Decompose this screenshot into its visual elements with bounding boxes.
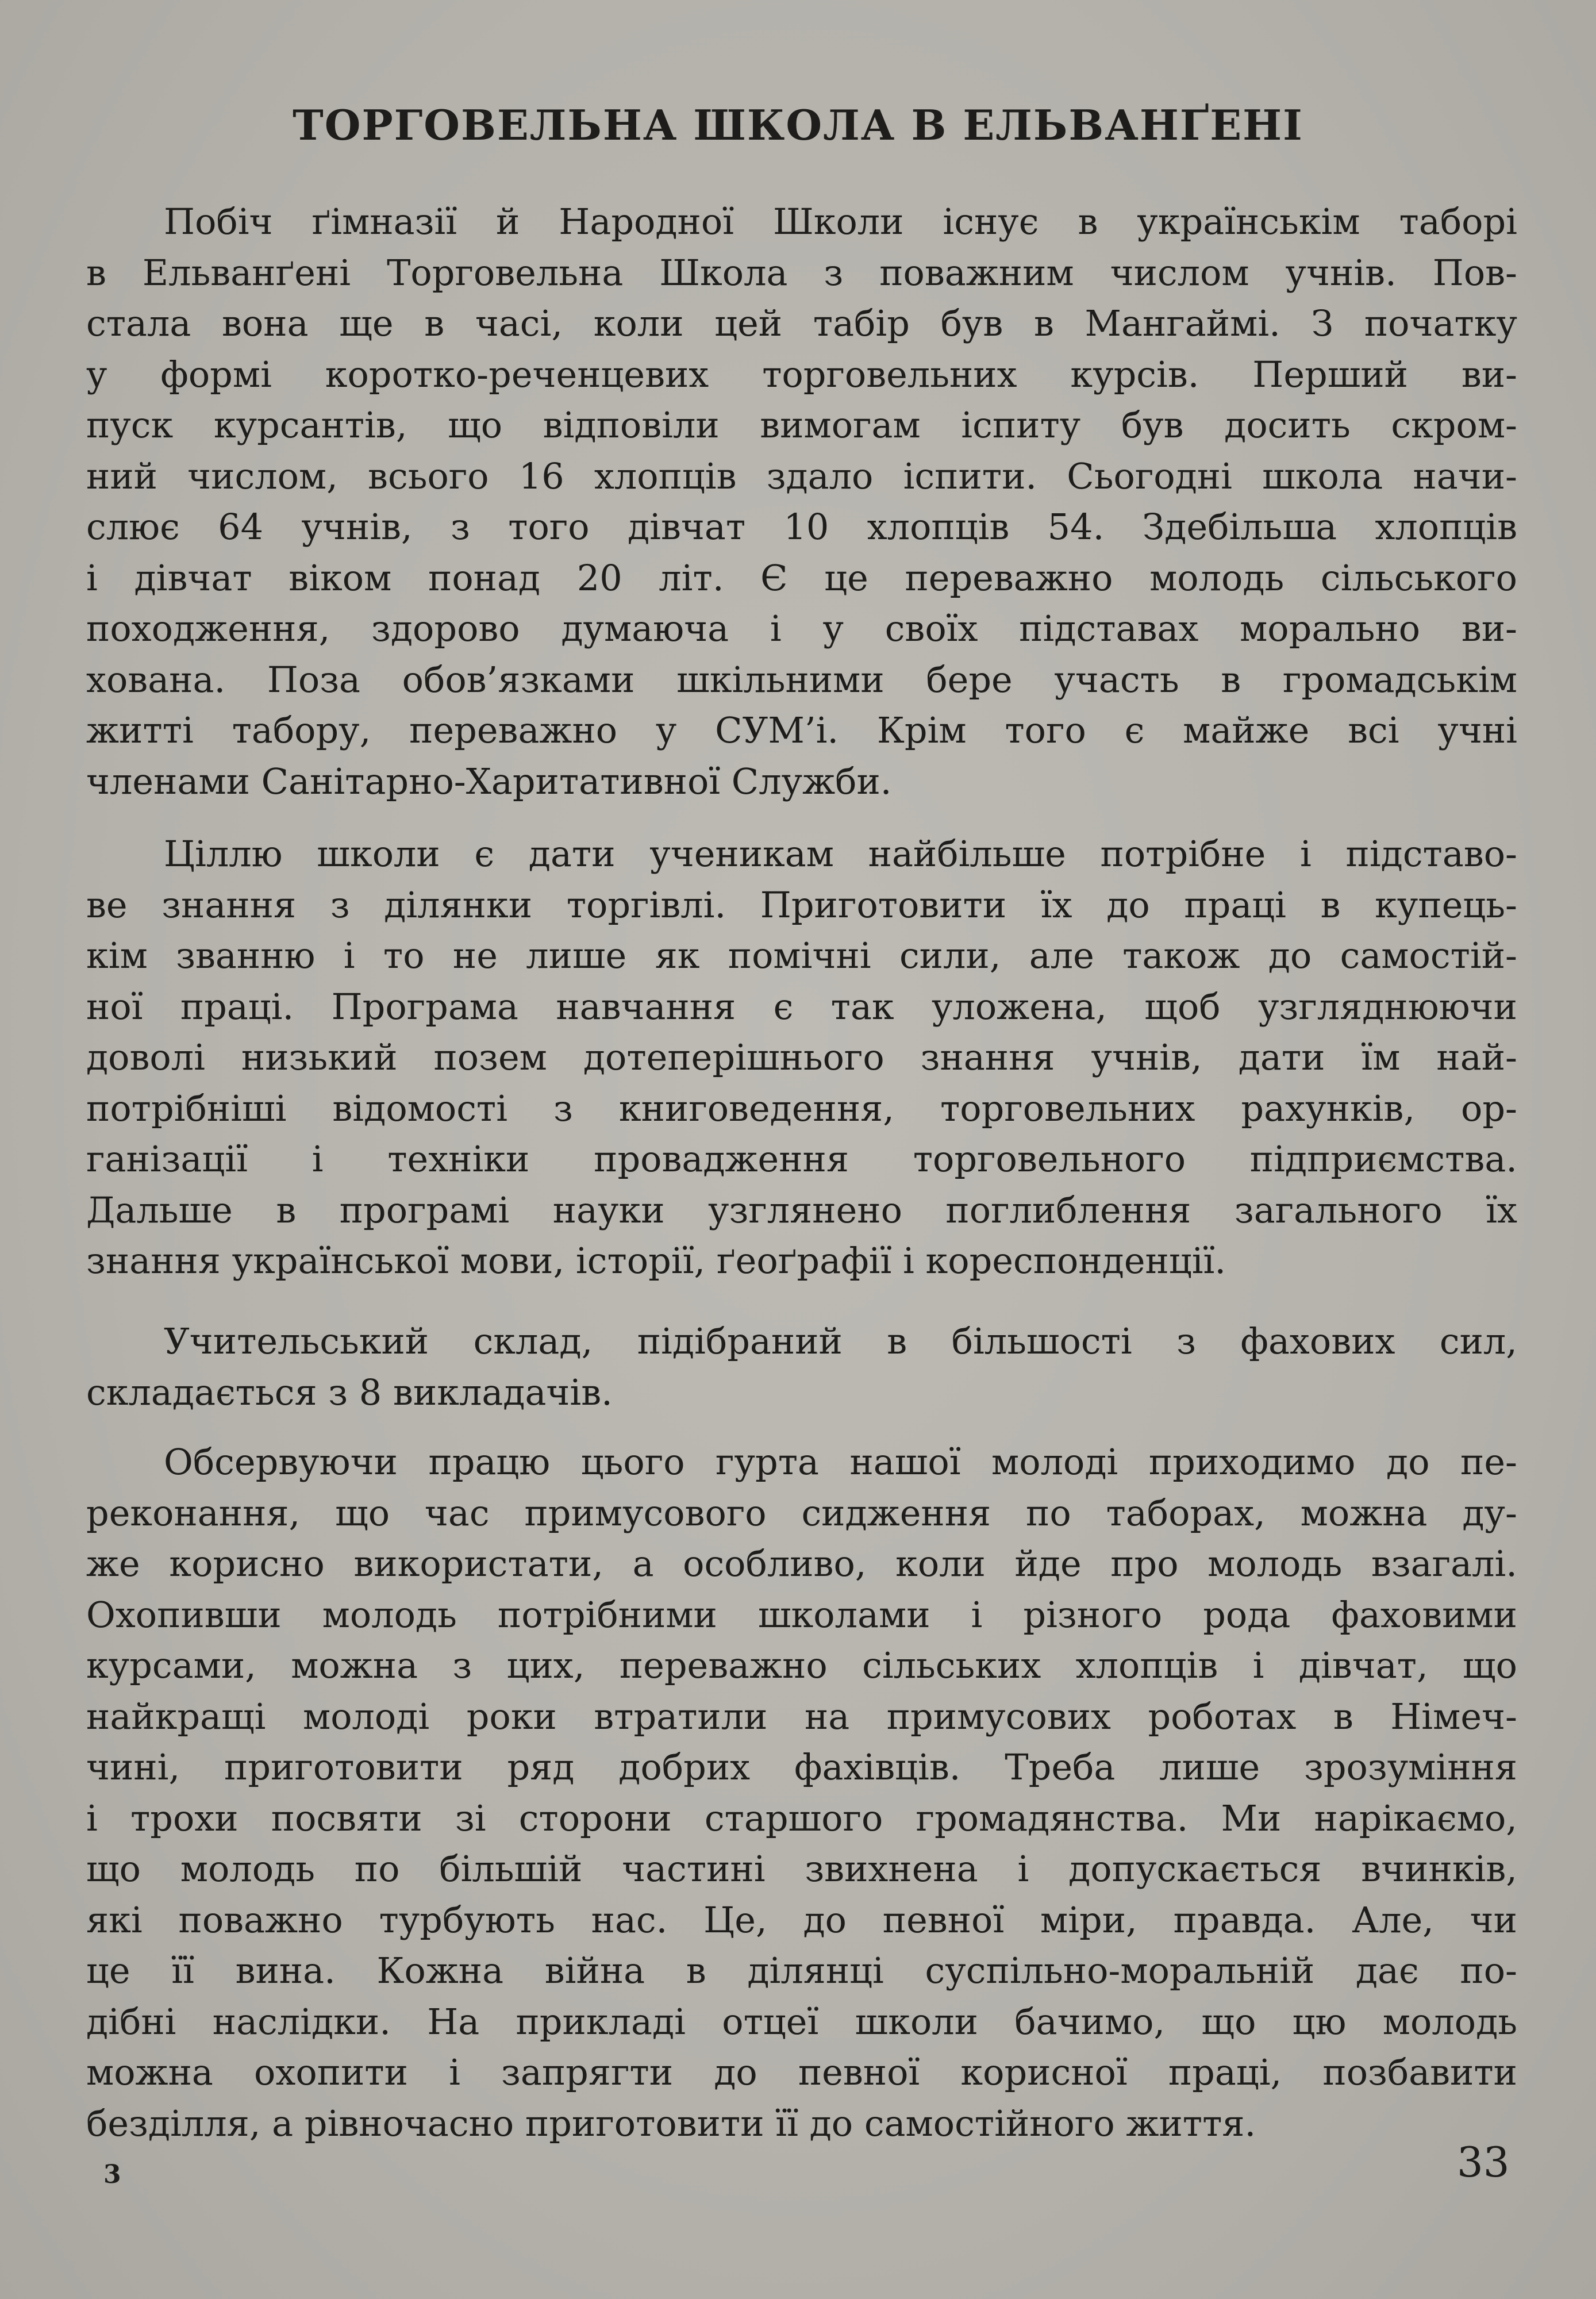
- text-line: же корисно використати, а особливо, коли йде про молодь взагалі.: [86, 1543, 1517, 1585]
- paragraph-1: [86, 197, 1517, 807]
- text-line: складається з 8 викладачів.: [86, 1371, 613, 1413]
- paragraph-2: [86, 829, 1517, 1287]
- text-line: доволі низький позем дотеперішнього знання учнів, дати їм най-: [86, 1036, 1517, 1078]
- text-line: у формі коротко-реченцевих торговельних курсів. Перший ви-: [86, 353, 1517, 395]
- text-line: які поважно турбують нас. Це, до певної міри, правда. Але, чи: [86, 1898, 1517, 1941]
- text-line: дібні наслідки. На прикладі отцеї школи бачимо, що цю молодь: [86, 2000, 1517, 2043]
- text-line: і дівчат віком понад 20 літ. Є це переважно молодь сільського: [86, 556, 1517, 599]
- text-line: Дальше в програмі науки узглянено поглиблення загального їх: [86, 1189, 1517, 1231]
- text-line: Побіч ґімназії й Народної Школи існує в українськім таборі: [164, 201, 1517, 243]
- text-line: Обсервуючи працю цього гурта нашої молоді приходимо до пе-: [164, 1441, 1517, 1483]
- text-line: кім званню і то не лише як помічні сили, але також до самостій-: [86, 935, 1517, 977]
- text-line: реконання, що час примусового сидження по таборах, можна ду-: [86, 1491, 1517, 1534]
- signature-mark: 3: [103, 2160, 121, 2189]
- text-line: ганізації і техніки провадження торговельного підприємства.: [86, 1138, 1517, 1180]
- page-title: ТОРГОВЕЛЬНА ШКОЛА В ЕЛЬВАНҐЕНІ: [293, 101, 1303, 149]
- text-line: в Ельванґені Торговельна Школа з поважним числом учнів. Пов-: [86, 251, 1517, 294]
- paragraph-4: [86, 1437, 1517, 2149]
- text-line: курсами, можна з цих, переважно сільських хлопців і дівчат, що: [86, 1644, 1517, 1686]
- text-line: потрібніші відомості з книговедення, торговельних рахунків, ор-: [86, 1087, 1517, 1129]
- text-line: ний числом, всього 16 хлопців здало іспити. Сьогодні школа начи-: [86, 455, 1517, 497]
- text-line: це її вина. Кожна війна в ділянці суспільно-моральній дає по-: [86, 1950, 1517, 1992]
- text-line: безділля, а рівночасно приготовити її до самостійного життя.: [86, 2102, 1256, 2144]
- text-line: житті табору, переважно у СУМ’і. Крім того є майже всі учні: [86, 709, 1517, 751]
- text-line: ве знання з ділянки торгівлі. Приготовити їх до праці в купець-: [86, 883, 1517, 926]
- text-line: і трохи посвяти зі сторони старшого громадянства. Ми нарікаємо,: [86, 1797, 1517, 1839]
- text-line: хована. Поза обов’язками шкільними бере участь в громадськім: [86, 658, 1517, 701]
- text-line: можна охопити і запрягти до певної корисної праці, позбавити: [86, 2051, 1517, 2093]
- text-line: пуск курсантів, що відповіли вимогам іспиту був досить скром-: [86, 404, 1517, 446]
- text-line: стала вона ще в часі, коли цей табір був в Мангаймі. З початку: [86, 302, 1517, 344]
- text-line: походження, здорово думаюча і у своїх підставах морально ви-: [86, 608, 1517, 649]
- text-line: ної праці. Програма навчання є так уложена, щоб узгляднюючи: [86, 985, 1517, 1028]
- text-line: що молодь по більшій частині звихнена і допускається вчинків,: [86, 1848, 1517, 1890]
- paragraph-3: [86, 1316, 1517, 1418]
- text-line: Охопивши молодь потрібними школами і різного рода фаховими: [86, 1593, 1517, 1636]
- text-line: членами Санітарно-Харитативної Служби.: [86, 760, 892, 802]
- text-line: найкращі молоді роки втратили на примусових роботах в Німеч-: [86, 1695, 1517, 1737]
- text-line: Учительський склад, підібраний в більшості з фахових сил,: [164, 1320, 1517, 1362]
- text-line: знання української мови, історії, ґеоґрафії і кореспонденції.: [86, 1240, 1226, 1282]
- text-line: чині, приготовити ряд добрих фахівців. Треба лише зрозуміння: [86, 1746, 1517, 1788]
- text-line: слює 64 учнів, з того дівчат 10 хлопців 54. Здебільша хлопців: [86, 506, 1517, 548]
- text-line: Ціллю школи є дати ученикам найбільше потрібне і підставо-: [164, 833, 1517, 875]
- page-number: 33: [1457, 2138, 1510, 2186]
